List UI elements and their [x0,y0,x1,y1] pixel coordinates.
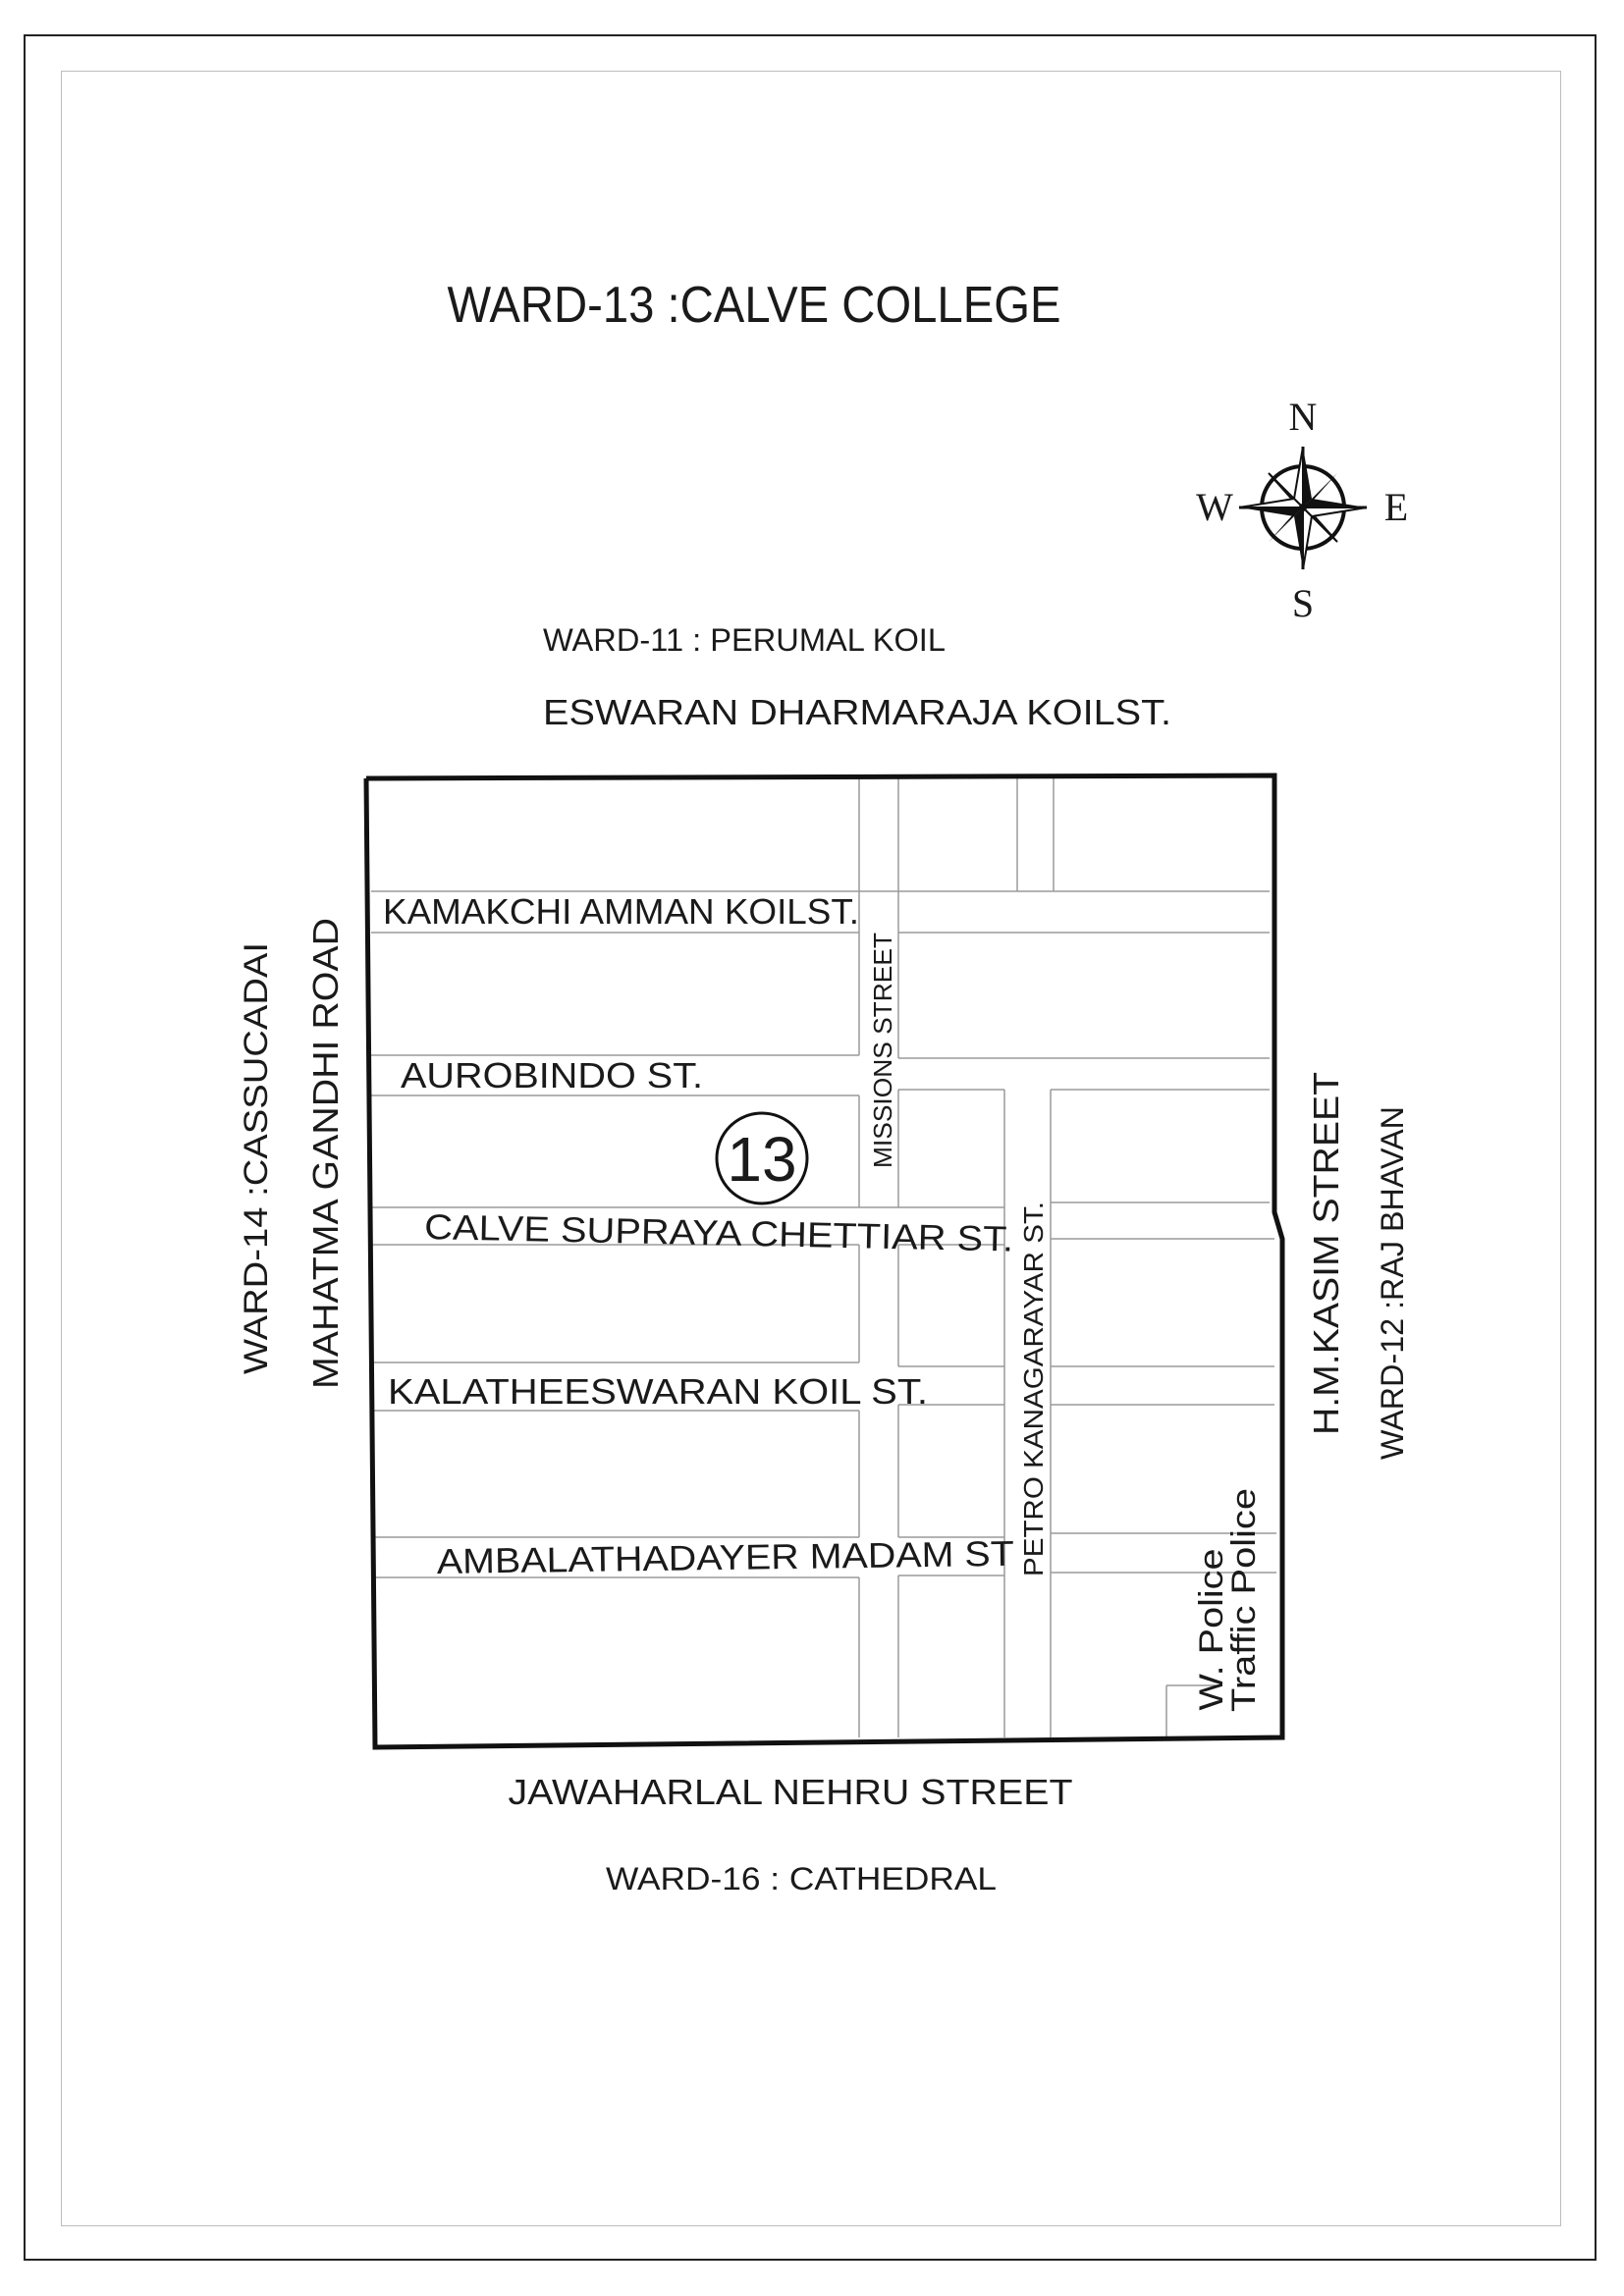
compass-west: W [1196,485,1233,529]
compass-east: E [1383,485,1409,529]
street-label-ambalathadayer: AMBALATHADAYER MADAM ST [436,1533,964,1581]
road-west: MAHATMA GANDHI ROAD [305,957,346,1389]
street-label-kamakchi: KAMAKCHI AMMAN KOILST. [383,891,859,932]
street-label-kalatheeswaran: KALATHEESWARAN KOIL ST. [388,1371,928,1412]
road-east: H.M.KASIM STREET [1306,1100,1346,1435]
road-south: JAWAHARLAL NEHRU STREET [508,1772,1073,1812]
adjacent-ward-south: WARD-16 : CATHEDRAL [606,1861,997,1896]
compass-south: S [1291,581,1315,625]
compass-north: N [1288,395,1318,439]
adjacent-ward-west: WARD-14 :CASSUCADAI [238,989,275,1374]
street-label-petro: PETRO KANAGARAYAR ST. [1018,1221,1049,1576]
street-label-missions: MISSIONS STREET [868,935,897,1168]
road-north: ESWARAN DHARMARAJA KOILST. [543,692,1171,732]
ward-number: 13 [727,1124,797,1195]
map-title: WARD-13 :CALVE COLLEGE [447,277,1061,334]
street-label-aurobindo: AUROBINDO ST. [401,1055,703,1095]
landmark-traffic-police: Traffic Police [1225,1521,1263,1712]
adjacent-ward-north: WARD-11 : PERUMAL KOIL [543,622,946,658]
compass-rose-icon [1239,447,1367,569]
street-label-calve: CALVE SUPRAYA CHETTIAR ST. [423,1206,957,1258]
adjacent-ward-east: WARD-12 :RAJ BHAVAN [1375,1109,1410,1460]
landmark-w-police: W. Police [1193,1571,1230,1711]
